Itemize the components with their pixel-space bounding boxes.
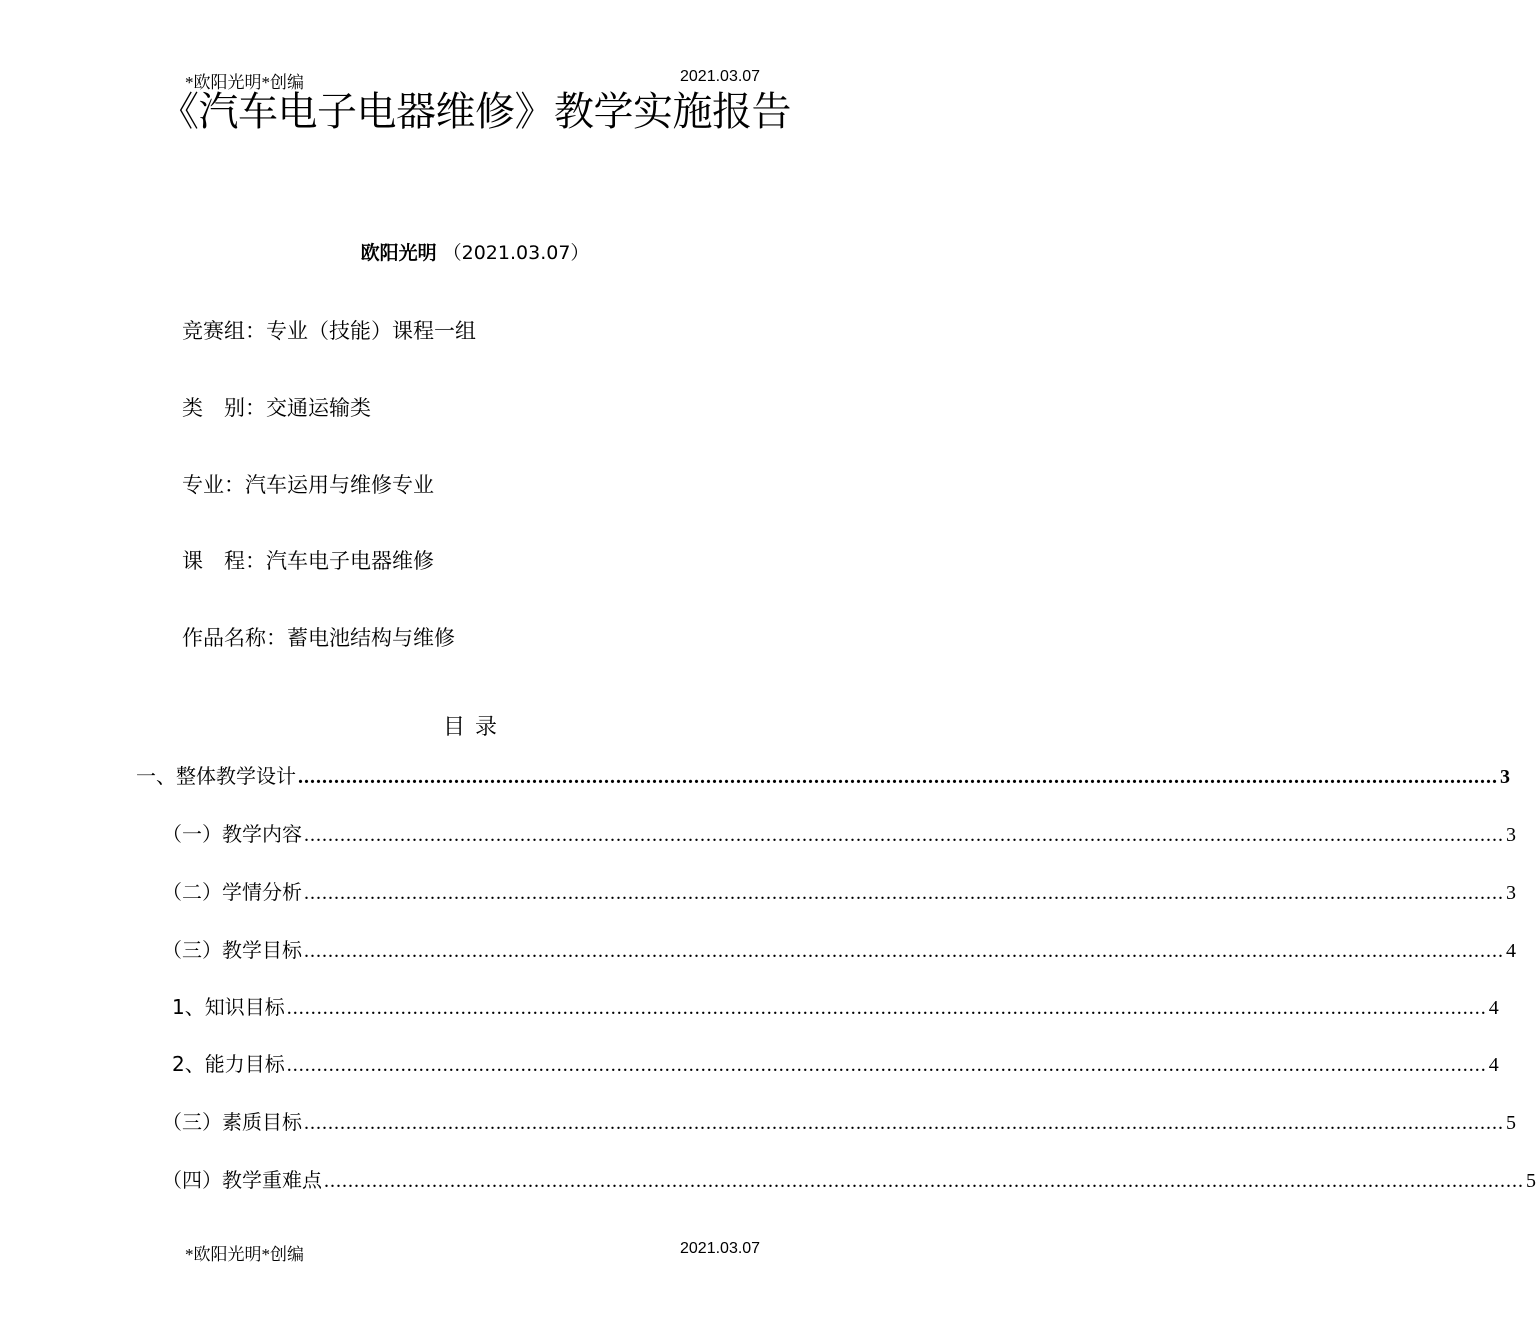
- toc-entry-text: （二）学情分析: [162, 880, 302, 904]
- toc-entry[interactable]: [172, 1048, 1499, 1077]
- toc-entry-text: （三）教学目标: [162, 938, 302, 962]
- author-date: （2021.03.07）: [442, 242, 590, 264]
- info-label: 专业：: [182, 473, 245, 497]
- toc-entry-page: 4: [1488, 997, 1499, 1019]
- info-course: [182, 545, 434, 575]
- toc-leader-dots: ........................................................................................................................................................................................................: [298, 766, 1498, 788]
- toc-leader-dots: ........................................................................................................................................................................................................: [304, 824, 1504, 846]
- info-label: 竞赛组：: [182, 319, 266, 343]
- toc-entry-page: 4: [1488, 1054, 1499, 1076]
- toc-entry[interactable]: [162, 1106, 1516, 1135]
- toc-entry-text: 2、能力目标: [172, 1052, 285, 1076]
- toc-entry-text: （一）教学内容: [162, 822, 302, 846]
- info-category: [182, 392, 371, 422]
- toc-entry[interactable]: [162, 934, 1516, 963]
- toc-entry[interactable]: [162, 1164, 1536, 1193]
- info-value: 汽车电子电器维修: [266, 549, 434, 573]
- toc-leader-dots: ........................................................................................................................................................................................................: [286, 997, 1487, 1019]
- toc-entry-page: 3: [1500, 766, 1510, 788]
- toc-entry-page: 3: [1506, 882, 1516, 904]
- toc-entry-page: 3: [1506, 824, 1516, 846]
- toc-entry-page: 4: [1506, 940, 1516, 962]
- toc-entry-page: 5: [1506, 1112, 1516, 1134]
- toc-leader-dots: ........................................................................................................................................................................................................: [304, 940, 1504, 962]
- footer-creator: *欧阳光明*创编: [185, 1245, 304, 1264]
- toc-leader-dots: ........................................................................................................................................................................................................: [304, 882, 1504, 904]
- toc-entry-text: （四）教学重难点: [162, 1168, 322, 1192]
- toc-entry[interactable]: [136, 760, 1510, 789]
- info-label: 课 程：: [182, 549, 266, 573]
- info-work-name: [182, 622, 455, 652]
- toc-entry[interactable]: [172, 991, 1499, 1020]
- info-value: 蓄电池结构与维修: [287, 626, 455, 650]
- toc-entry-text: 一、整体教学设计: [136, 764, 296, 788]
- info-value: 汽车运用与维修专业: [245, 473, 434, 497]
- footer-date: 2021.03.07: [680, 1240, 761, 1257]
- toc-leader-dots: ........................................................................................................................................................................................................: [324, 1170, 1524, 1192]
- toc-entry-text: 1、知识目标: [172, 995, 285, 1019]
- toc-entry-page: 5: [1526, 1170, 1536, 1192]
- document-title: 《汽车电子电器维修》教学实施报告: [159, 89, 791, 135]
- info-major: [182, 469, 434, 499]
- toc-entry-text: （三）素质目标: [162, 1110, 302, 1134]
- toc-entry[interactable]: [162, 876, 1516, 905]
- header-date: 2021.03.07: [680, 68, 761, 85]
- toc-title: 目录: [442, 715, 507, 740]
- header-creator: *欧阳光明*创编: [185, 73, 304, 92]
- author-line: [0, 238, 950, 265]
- info-value: 专业（技能）课程一组: [266, 319, 476, 343]
- toc-entry[interactable]: [162, 818, 1516, 847]
- author-name: 欧阳光明: [360, 242, 437, 264]
- toc-leader-dots: ........................................................................................................................................................................................................: [304, 1112, 1504, 1134]
- toc-leader-dots: ........................................................................................................................................................................................................: [286, 1054, 1487, 1076]
- info-value: 交通运输类: [266, 396, 371, 420]
- info-label: 类 别：: [182, 396, 266, 420]
- info-label: 作品名称：: [182, 626, 287, 650]
- info-competition-group: [182, 315, 476, 345]
